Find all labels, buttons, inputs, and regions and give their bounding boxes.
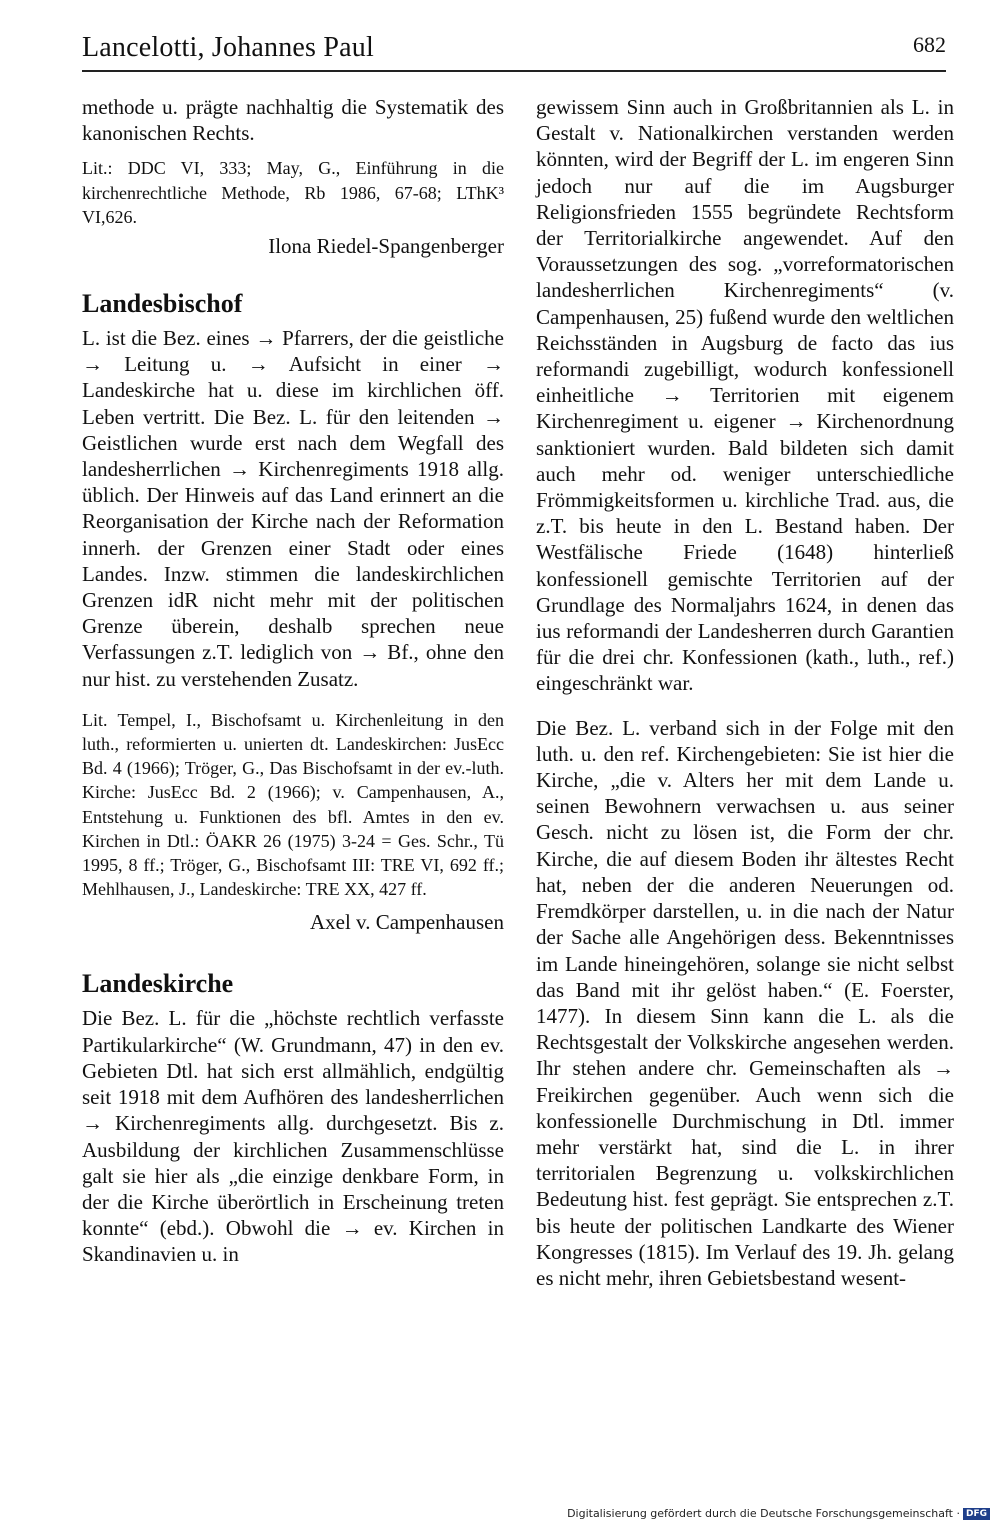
right-paragraph-1: gewissem Sinn auch in Großbritannien als L. in Gestalt v. Nationalkirchen verstanden werden könnten, wird der Begriff der L. im engeren Sinn jedoch nur auf die im Augsburger Religionsfrieden 1555 begründete Rechtsform der Territorialkirche angewendet. Auf den Voraussetzungen des sog. „vorreformatorischen landesherrlichen Kirchenregiments“ (v. Campenhausen, 25) fußend wurde den weltlichen Reichsständen in Augsburg de facto das ius reformandi zugebilligt, wodurch konfessionell einheitliche → Territorien mit eigenem Kirchenregiment u. eigener → Kirchenordnung sanktioniert wurden. Bald bildeten sich damit auch mehr od. weniger unterschiedliche Frömmigkeitsformen u. kirchliche Trad. aus, die z.T. bis heute in den L. Bestand haben. Der Westfälische Friede (1648) hinterließ konfessionell gemischte Territorien auf der Grundlage des Normaljahrs 1624, in denen das ius reformandi der Landesherren durch Garantien für die drei chr. Konfessionen (kath., luth., ref.) eingeschränkt war.	[536, 95, 954, 696]
left-column	[82, 94, 504, 1268]
literature-lancelotti: Lit.: DDC VI, 333; May, G., Einführung in die kirchenrechtliche Methode, Rb 1986, 67-68; LThK³ VI,626.	[82, 158, 504, 227]
page-header	[82, 26, 946, 72]
landesbischof-text: L. ist die Bez. eines → Pfarrers, der die geistliche → Leitung u. → Aufsicht in einer → Landeskirche hat u. diese im kirchlichen öff. Leben vertritt. Die Bez. L. für den leitenden → Geistlichen wurde erst nach dem Wegfall des landesherrlichen → Kirchenregiments 1918 allg. üblich. Der Hinweis auf das Land erinnert an die Reorganisation der Kirche nach der Reformation innerh. der Grenzen einer Stadt oder eines Landes. Inzw. stimmen die landeskirchlichen Grenzen idR nicht mehr mit der politischen Grenze überein, deshalb sprechen neue Verfassungen z.T. lediglich von → Bf., ohne den nur hist. zu verstehenden Zusatz.	[82, 326, 504, 691]
intro-paragraph: methode u. prägte nachhaltig die Systematik des kanonischen Rechts.	[82, 95, 504, 146]
running-head: Lancelotti, Johannes Paul	[82, 32, 374, 63]
page-number: 682	[913, 32, 946, 57]
footer-text: Digitalisierung gefördert durch die Deutsche Forschungsgemeinschaft ·	[567, 1507, 960, 1520]
heading-landesbischof: Landesbischof	[82, 289, 243, 319]
digitization-credit	[567, 1507, 990, 1520]
right-column	[536, 94, 954, 1291]
landeskirche-text: Die Bez. L. für die „höchste rechtlich verfasste Partikularkirche“ (W. Grundmann, 47) in den ev. Gebieten Dtl. hat sich erst allmählich, endgültig seit 1918 mit dem Aufhören des landesherrlichen → Kirchenregiments allg. durchgesetzt. Bis z. Ausbildung der kirchlichen Zusammenschlüsse galt sie hier als „die einzige denkbare Form, in der die Kirche überörtlich in Erscheinung treten konnte“ (ebd.). Obwohl die → ev. Kirchen in Skandinavien u. in	[82, 1006, 504, 1267]
heading-landeskirche: Landeskirche	[82, 969, 234, 999]
right-paragraph-2: Die Bez. L. verband sich in der Folge mit den luth. u. den ref. Kirchengebieten: Sie ist hier die Kirche, „die v. Alters her mit dem Lande u. seinen Bewohnern verwachsen u. aus seiner Gesch. nicht zu lösen ist, die Form der chr. Kirche, die auf diesem Boden ihr ältestes Recht hat, neben der die anderen Neuerungen od. Fremdkörper darstellen, u. in die nach der Natur der Sache alle Angehörigen dess. Bekenntnisses im Lande hineingehören, solange sie nicht selbst das Band mit ihr gelöst haben.“ (E. Foerster, 1477). In diesem Sinn kann die L. als die Rechtsgestalt der Volkskirche angesehen werden. Ihr stehen andere chr. Gemeinschaften als → Freikirchen gegenüber. Auch wenn sich die konfessionelle Durchmischung in Dtl. immer mehr verstärkt hat, sind die L. in ihrer territorialen Begrenzung u. volkskirchlichen Bedeutung hist. fest geprägt. Sie entsprechen z.T. bis heute der politischen Landkarte des Wiener Kongresses (1815). Im Verlauf des 19. Jh. gelang es nicht mehr, ihren Gebietsbestand wesent-	[536, 715, 954, 1290]
author-lancelotti: Ilona Riedel-Spangenberger	[268, 234, 504, 259]
dfg-logo: DFG	[963, 1508, 990, 1520]
literature-landesbischof: Lit. Tempel, I., Bischofsamt u. Kirchenleitung in den luth., reformierten u. unierten dt. Landeskirchen: JusEcc Bd. 4 (1966); Tröger, G., Das Bischofsamt in der ev.-luth. Kirche: JusEcc Bd. 2 (1966); v. Campenhausen, A., Entstehung u. Funktionen des bfl. Amtes in den ev. Kirchen in Dtl.: ÖAKR 26 (1975) 3-24 = Ges. Schr., Tü 1995, 8 ff.; Tröger, G., Bischofsamt III: TRE VI, 692 ff.; Mehlhausen, J., Landeskirche: TRE XX, 427 ff.	[82, 709, 504, 900]
author-landesbischof: Axel v. Campenhausen	[309, 910, 504, 935]
